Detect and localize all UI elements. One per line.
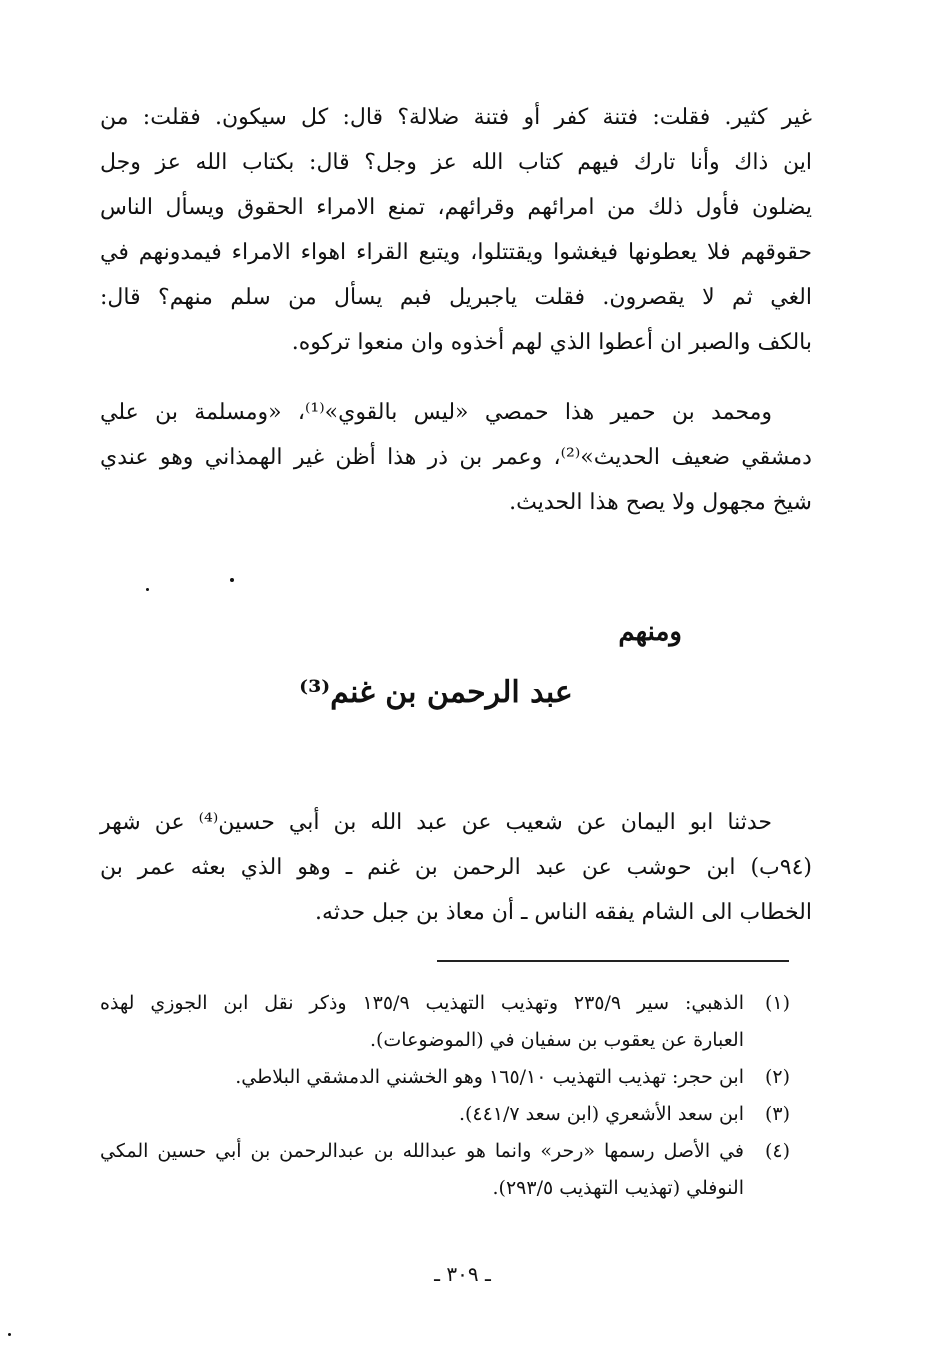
paragraph-hadith-continuation bbox=[100, 95, 812, 365]
footnote-body bbox=[100, 1059, 744, 1096]
scan-speck bbox=[146, 588, 149, 591]
text-line: بالكف والصبر ان أعطوا الذي لهم أخذوه وان منعوا تركوه. bbox=[291, 330, 812, 355]
footnote-line: النوفلي (تهذيب التهذيب ٢٩٣/٥). bbox=[492, 1177, 744, 1199]
footnote-divider bbox=[437, 960, 789, 962]
footnote-line: ابن حجر: تهذيب التهذيب ١٦٥/١٠ وهو الخشني الدمشقي البلاطي. bbox=[235, 1066, 744, 1088]
text-line: غير كثير. فقلت: فتنة كفر أو فتنة ضلالة؟ قال: كل سيكون. فقلت: من bbox=[100, 105, 812, 130]
footnote-2 bbox=[100, 1059, 790, 1096]
footnotes bbox=[100, 985, 790, 1207]
footnote-body bbox=[100, 1096, 744, 1133]
paragraph-commentary bbox=[100, 390, 812, 525]
scan-speck bbox=[230, 578, 234, 582]
footnote-3 bbox=[100, 1096, 790, 1133]
page-content bbox=[100, 95, 812, 935]
text-line: (٩٤ب) ابن حوشب عن عبد الرحمن بن غنم ـ وهو الذي بعثه عمر بن bbox=[100, 855, 812, 880]
text-line: الغي ثم لا يقصرون. فقلت ياجبريل فبم يسأل من سلم منهم؟ قال: bbox=[100, 285, 812, 310]
footnote-number: (٤) bbox=[764, 1140, 790, 1162]
footnote-number: (١) bbox=[764, 992, 790, 1014]
footnote-number: (٢) bbox=[764, 1066, 790, 1088]
text-line: يضلون فأول ذلك من امرائهم وقرائهم، تمنع الامراء الحقوق ويسأل الناس bbox=[100, 195, 812, 220]
paragraph-isnad bbox=[100, 800, 812, 935]
text-line: دمشقي ضعيف الحديث»⁽²⁾، وعمر بن ذر هذا أظن غير الهمذاني وهو عندي bbox=[100, 445, 812, 470]
narrator-heading: عبد الرحمن بن غنم⁽³⁾ bbox=[299, 675, 573, 710]
text-line: حدثنا ابو اليمان عن شعيب عن عبد الله بن أبي حسين⁽⁴⁾ عن شهر bbox=[100, 810, 772, 835]
page-number: ـ ٣٠٩ ـ bbox=[434, 1262, 491, 1286]
footnote-4 bbox=[100, 1133, 790, 1207]
text-line: حقوقهم فلا يعطونها فيغشوا ويقتتلوا، ويتبع القراء اهواء الامراء فيمدونهم في bbox=[100, 240, 812, 265]
text-line: اين ذاك وأنا تارك فيهم كتاب الله عز وجل؟ قال: بكتاب الله عز وجل bbox=[100, 150, 812, 175]
section-heading-minhum: ومنهم bbox=[618, 617, 682, 647]
footnote-line: العبارة عن يعقوب بن سفيان في (الموضوعات). bbox=[369, 1029, 744, 1051]
footnote-line: ابن سعد الأشعري (ابن سعد ٤٤١/٧). bbox=[458, 1103, 744, 1125]
footnote-line: في الأصل رسمها «رحر» وانما هو عبدالله بن عبدالرحمن بن أبي حسين المكي bbox=[100, 1140, 744, 1162]
footnote-body bbox=[100, 1133, 744, 1207]
scan-speck bbox=[8, 1333, 11, 1336]
text-line: ومحمد بن حمير هذا حمصي «ليس بالقوي»⁽¹⁾، «ومسلمة بن علي bbox=[100, 400, 772, 425]
text-line: شيخ مجهول ولا يصح هذا الحديث. bbox=[509, 490, 812, 515]
footnote-body bbox=[100, 985, 744, 1059]
footnote-number: (٣) bbox=[764, 1103, 790, 1125]
text-line: الخطاب الى الشام يفقه الناس ـ أن معاذ بن جبل حدثه. bbox=[315, 900, 812, 925]
footnote-line: الذهبي: سير ٢٣٥/٩ وتهذيب التهذيب ١٣٥/٩ وذكر نقل ابن الجوزي لهذه bbox=[100, 992, 744, 1014]
footnote-1 bbox=[100, 985, 790, 1059]
